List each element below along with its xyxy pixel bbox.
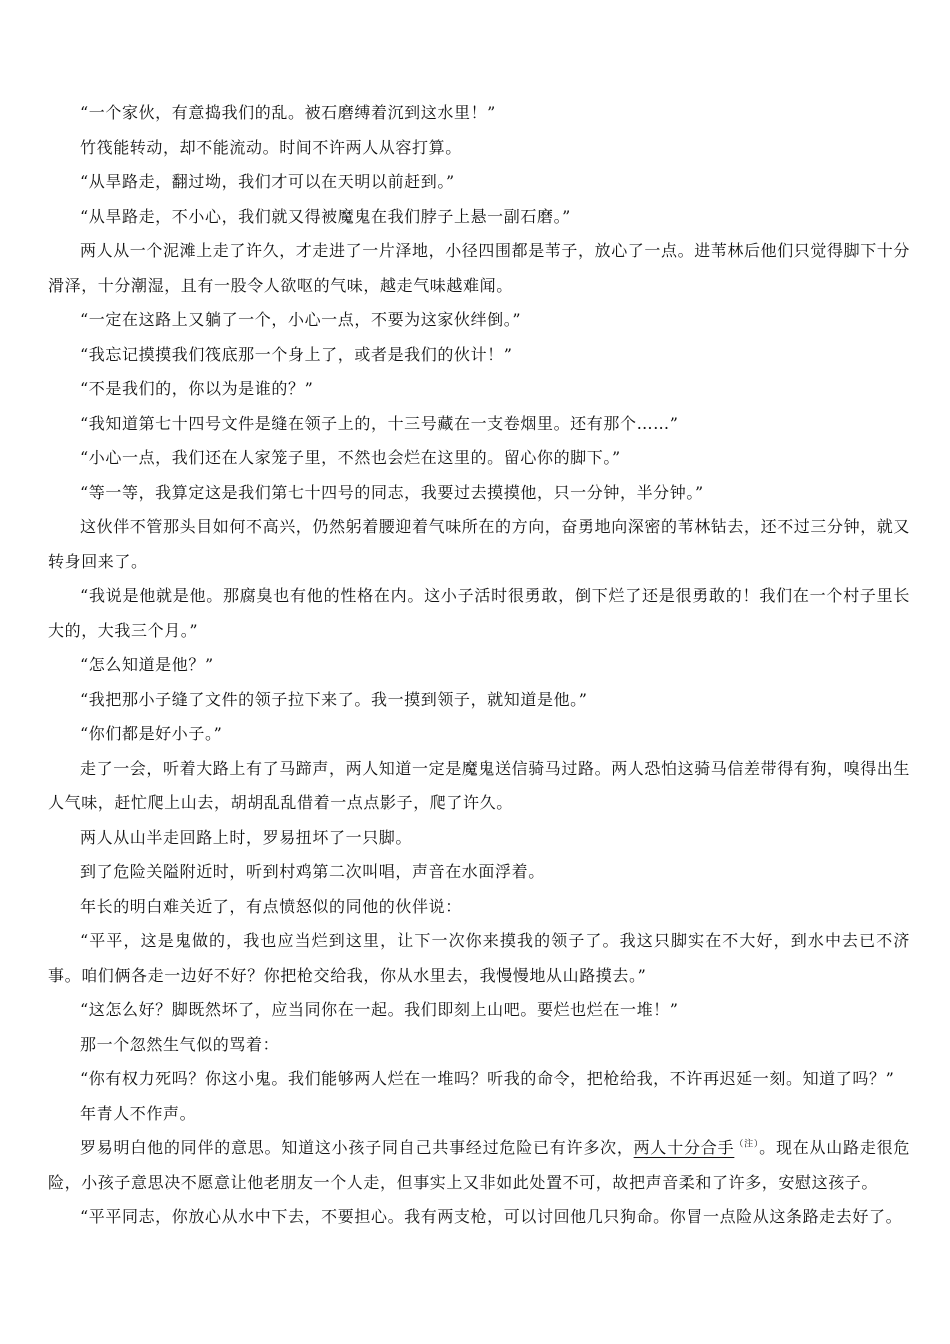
paragraph-6: “一定在这路上又躺了一个，小心一点，不要为这家伙绊倒。”	[80, 310, 522, 329]
paragraph-17: 走了一会，听着大路上有了马蹄声，两人知道一定是魔鬼送信骑马过路。两人恐怕这骑马信差带得有狗，嗅得出生人气味，赶忙爬上山去，胡胡乱乱借着一点点影子，爬了许久。	[48, 758, 911, 812]
paragraph-25: 年青人不作声。	[80, 1103, 197, 1123]
paragraph-19: 到了危险关隘附近时，听到村鸡第二次叫唱，声音在水面浮着。	[80, 862, 545, 881]
paragraph-11: “等一等，我算定这是我们第七十四号的同志，我要过去摸摸他，只一分钟，半分钟。”	[80, 482, 704, 502]
paragraph-7: “我忘记摸摸我们筏底那一个身上了，或者是我们的伙计！”	[80, 344, 513, 364]
paragraph-13: “我说是他就是他。那腐臭也有他的性格在内。这小子活时很勇敢，倒下烂了还是很勇敢的！我们在一个村子里长大的，大我三个月。”	[48, 586, 910, 640]
paragraph-20: 年长的明白难关近了，有点愤怒似的同他的伙伴说：	[80, 896, 462, 916]
paragraph-10: “小心一点，我们还在人家笼子里，不然也会烂在这里的。留心你的脚下。”	[80, 448, 621, 467]
paragraph-16: “你们都是好小子。”	[80, 724, 223, 743]
paragraph-12: 这伙伴不管那头目如何不高兴，仍然躬着腰迎着气味所在的方向，奋勇地向深密的苇林钻去，还不过三分钟，就又转身回来了。	[48, 517, 911, 571]
paragraph-luoyi	[48, 1131, 910, 1200]
paragraph-4: “从旱路走，不小心，我们就又得被魔鬼在我们脖子上悬一副石磨。”	[80, 206, 571, 226]
paragraph-8: “不是我们的，你以为是谁的？”	[80, 379, 314, 398]
footnote-marker: （注）	[734, 1139, 760, 1150]
luoyi-text-after: 。现在从山路走很危险，小孩子意思决不愿意让他老朋友一个人走，但事实上又非如此处置不可，故把声音柔和了许多，安慰这孩子。	[48, 1138, 910, 1192]
paragraph-14: “怎么知道是他？”	[80, 655, 214, 674]
paragraph-last: “平平同志，你放心从水中下去，不要担心。我有两支枪，可以讨回他几只狗命。你冒一点险从这条路走去好了。	[80, 1207, 903, 1226]
story-text	[48, 96, 910, 1235]
paragraph-2: 竹筏能转动，却不能流动。时间不许两人从容打算。	[80, 137, 462, 157]
luoyi-text-before: 罗易明白他的同伴的意思。知道这小孩子同自己共事经过危险已有许多次，	[80, 1138, 634, 1157]
paragraph-18: 两人从山半走回路上时，罗易扭坏了一只脚。	[80, 827, 413, 847]
underlined-phrase: 两人十分合手	[633, 1138, 735, 1157]
paragraph-5: 两人从一个泥滩上走了许久，才走进了一片泽地，小径四围都是苇子，放心了一点。进苇林后他们只觉得脚下十分滑泽，十分潮湿，且有一股令人欲呕的气味，越走气味越难闻。	[48, 241, 911, 295]
paragraph-3: “从旱路走，翻过坳，我们才可以在天明以前赶到。”	[80, 172, 455, 191]
paragraph-21: “平平，这是鬼做的，我也应当烂到这里，让下一次你来摸我的领子了。我这只脚实在不大好，到水中去已不济事。咱们俩各走一边好不好？你把枪交给我，你从水里去，我慢慢地从山路摸去。”	[48, 931, 910, 985]
paragraph-23: 那一个忽然生气似的骂着：	[80, 1034, 280, 1054]
paragraph-24: “你有权力死吗？你这小鬼。我们能够两人烂在一堆吗？听我的命令，把枪给我，不许再迟延一刻。知道了吗？”	[80, 1069, 895, 1088]
paragraph-1: “一个家伙，有意捣我们的乱。被石磨缚着沉到这水里！”	[80, 103, 496, 122]
paragraph-15: “我把那小子缝了文件的领子拉下来了。我一摸到领子，就知道是他。”	[80, 689, 588, 709]
paragraph-22: “这怎么好？脚既然坏了，应当同你在一起。我们即刻上山吧。要烂也烂在一堆！”	[80, 1000, 679, 1019]
paragraph-9: “我知道第七十四号文件是缝在领子上的，十三号藏在一支卷烟里。还有那个……”	[80, 413, 679, 433]
